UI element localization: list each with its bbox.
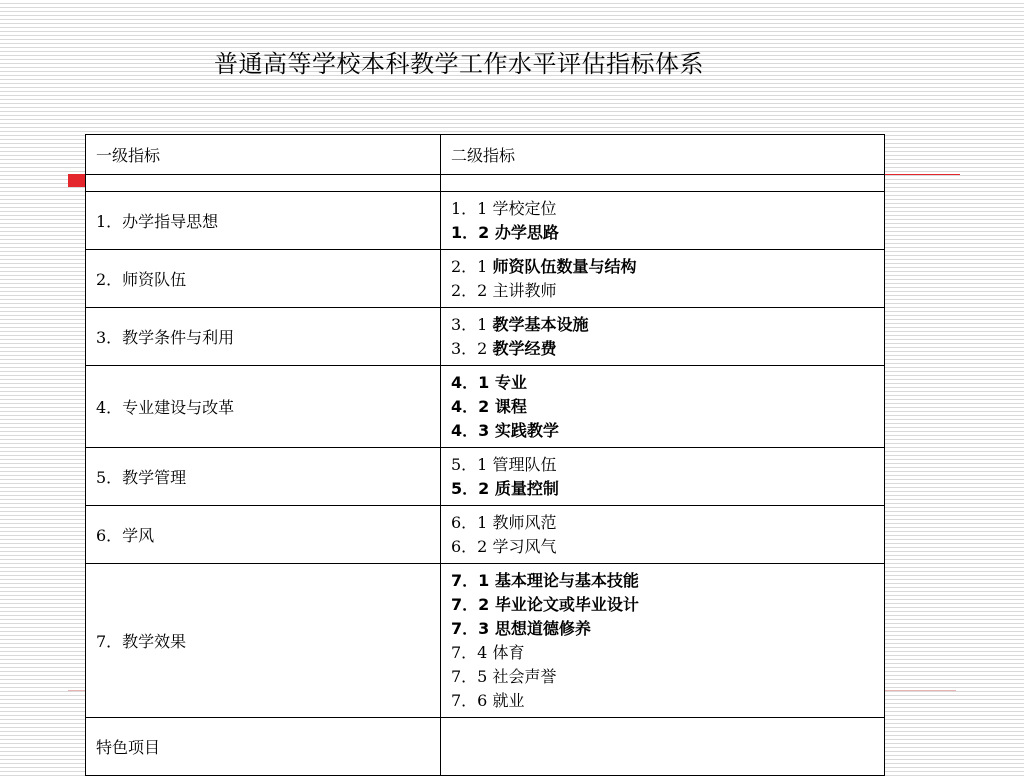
level1-indicator: 6．学风 [86, 506, 441, 564]
level2-item-number: 4．1 [451, 372, 495, 392]
level2-item-label: 办学思路 [494, 222, 559, 242]
level2-item [451, 255, 874, 279]
level2-item [451, 197, 874, 221]
level2-item [451, 371, 874, 395]
page-title: 普通高等学校本科教学工作水平评估指标体系 [214, 50, 704, 78]
header-level1: 一级指标 [86, 135, 441, 175]
level2-item [451, 453, 874, 477]
level2-item-number: 4．3 [451, 420, 495, 440]
level2-item [451, 665, 874, 689]
level2-item-number: 7．4 [451, 642, 493, 662]
level1-indicator: 5．教学管理 [86, 448, 441, 506]
level2-item-label: 体育 [492, 642, 525, 662]
level2-indicators [441, 506, 885, 564]
level1-indicator: 4．专业建设与改革 [86, 366, 441, 448]
level2-item-number: 5．1 [451, 454, 493, 474]
level2-item [451, 313, 874, 337]
level2-item-label: 专业 [494, 372, 527, 392]
table-row [86, 366, 885, 448]
level2-item [451, 641, 874, 665]
level1-indicator: 2．师资队伍 [86, 250, 441, 308]
level2-item-label: 社会声誉 [492, 666, 557, 686]
level2-item [451, 593, 874, 617]
table-row [86, 308, 885, 366]
level2-item [451, 569, 874, 593]
level2-item-number: 7．6 [451, 690, 493, 710]
level2-item-label: 管理队伍 [492, 454, 557, 474]
level2-item [451, 477, 874, 501]
level2-item-label: 课程 [494, 396, 527, 416]
level2-item-number: 5．2 [451, 478, 495, 498]
table-spacer-row [86, 175, 885, 192]
level2-item-label: 学习风气 [492, 536, 557, 556]
level2-item-label: 师资队伍数量与结构 [492, 256, 637, 276]
table-header-row [86, 135, 885, 175]
level2-indicators [441, 192, 885, 250]
level1-indicator: 7．教学效果 [86, 564, 441, 718]
level2-item-number: 1．2 [451, 222, 495, 242]
header-level2: 二级指标 [441, 135, 885, 175]
level2-item-label: 思想道德修养 [494, 618, 591, 638]
table-row [86, 448, 885, 506]
level2-item [451, 337, 874, 361]
level2-item-number: 2．1 [451, 256, 493, 276]
level2-item-number: 6．2 [451, 536, 493, 556]
level2-item-number: 7．5 [451, 666, 493, 686]
level2-item-number: 4．2 [451, 396, 495, 416]
table-row [86, 718, 885, 776]
indicator-table [85, 134, 885, 776]
level2-item [451, 535, 874, 559]
level2-indicators [441, 718, 885, 776]
level2-item [451, 419, 874, 443]
level2-item [451, 221, 874, 245]
level2-item-label: 就业 [492, 690, 525, 710]
level2-item-label: 教学经费 [492, 338, 557, 358]
level1-indicator: 特色项目 [86, 718, 441, 776]
level2-indicators [441, 250, 885, 308]
level2-item-label: 基本理论与基本技能 [494, 570, 639, 590]
level1-indicator: 3．教学条件与利用 [86, 308, 441, 366]
level2-item-number: 1．1 [451, 198, 493, 218]
level2-item-label: 学校定位 [492, 198, 557, 218]
level2-indicators [441, 308, 885, 366]
level1-indicator: 1．办学指导思想 [86, 192, 441, 250]
table-row [86, 564, 885, 718]
level2-item-number: 2．2 [451, 280, 493, 300]
level2-item-number: 7．3 [451, 618, 495, 638]
level2-item-number: 7．2 [451, 594, 495, 614]
level2-item-label: 实践教学 [494, 420, 559, 440]
level2-item-label: 质量控制 [494, 478, 559, 498]
level2-item-number: 7．1 [451, 570, 495, 590]
level2-indicators [441, 564, 885, 718]
level2-item-number: 3．2 [451, 338, 493, 358]
level2-item [451, 689, 874, 713]
level2-item-label: 教学基本设施 [492, 314, 589, 334]
level2-indicators [441, 366, 885, 448]
level2-item [451, 617, 874, 641]
level2-item [451, 279, 874, 303]
table-row [86, 250, 885, 308]
table-row [86, 506, 885, 564]
table-row [86, 192, 885, 250]
level2-item-number: 3．1 [451, 314, 493, 334]
level2-item-label: 主讲教师 [492, 280, 557, 300]
level2-indicators [441, 448, 885, 506]
level2-item-label: 教师风范 [492, 512, 557, 532]
level2-item [451, 511, 874, 535]
level2-item-label: 毕业论文或毕业设计 [494, 594, 639, 614]
level2-item [451, 395, 874, 419]
level2-item-number: 6．1 [451, 512, 493, 532]
